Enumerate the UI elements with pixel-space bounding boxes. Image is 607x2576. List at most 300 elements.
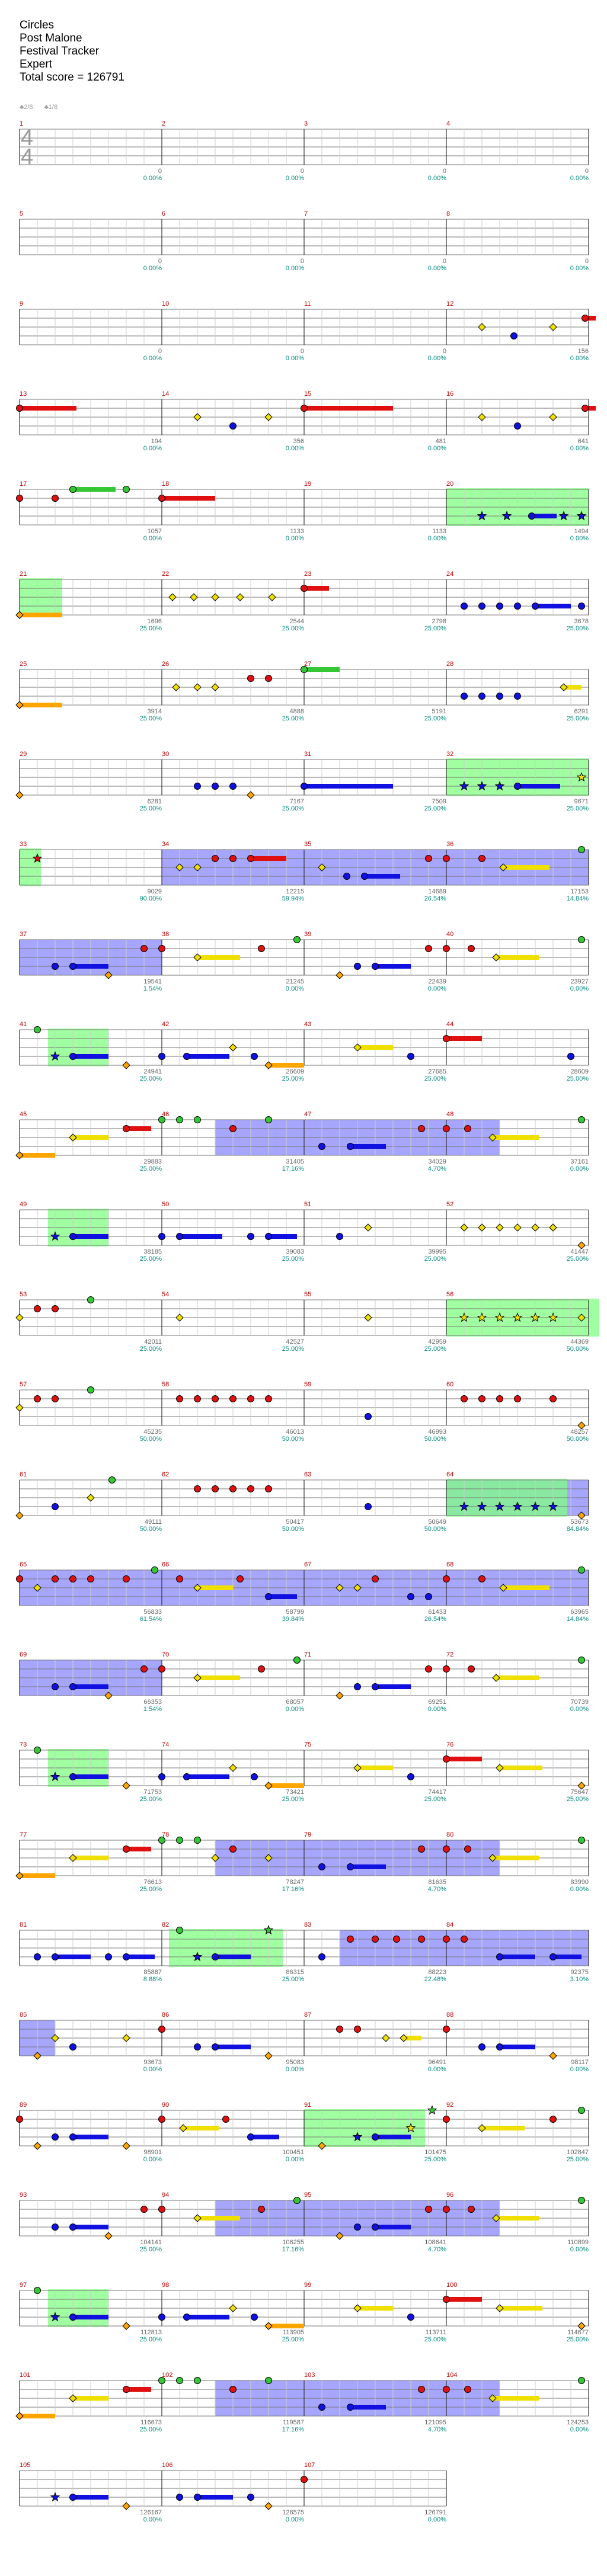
- note-red: [123, 1126, 130, 1132]
- measure-number: 51: [304, 1201, 312, 1208]
- sustain-tail: [503, 865, 550, 870]
- measure-percent: 50.00%: [424, 1436, 446, 1443]
- measure-percent: 0.00%: [427, 355, 446, 362]
- measure-score: 0: [584, 258, 589, 265]
- note-blue: [319, 1954, 325, 1960]
- note-orange: [34, 2142, 41, 2149]
- measure-percent: 25.00%: [566, 1255, 589, 1263]
- measure-percent: 84.84%: [566, 1526, 589, 1533]
- time-signature-top: 4: [21, 126, 34, 150]
- note-green: [579, 937, 585, 943]
- measure-score: 0: [158, 348, 162, 355]
- sustain-tail: [269, 1234, 297, 1239]
- sustain-tail: [197, 955, 240, 960]
- note-yellow: [16, 1314, 23, 1321]
- measure-percent: 25.00%: [282, 2336, 304, 2343]
- sustain-tail: [500, 1955, 535, 1959]
- measure-score: 19541: [143, 978, 162, 985]
- note-yellow: [172, 684, 180, 691]
- measure-number: 18: [162, 480, 170, 488]
- note-red: [515, 1396, 521, 1402]
- measure-number: 60: [446, 1381, 454, 1388]
- note-yellow: [354, 1764, 361, 1771]
- measure-22: [162, 579, 304, 615]
- sustain-tail: [350, 2405, 386, 2410]
- note-yellow: [478, 323, 485, 331]
- measure-63: [304, 1480, 446, 1516]
- note-blue: [52, 1684, 59, 1690]
- measure-score: 126791: [424, 2509, 446, 2516]
- measure-number: 100: [446, 2282, 458, 2289]
- note-red: [497, 1396, 503, 1402]
- measure-score: 0: [300, 258, 304, 265]
- sustain-tail: [304, 784, 393, 789]
- note-yellow: [69, 2395, 76, 2402]
- measure-number: 56: [446, 1291, 454, 1298]
- measure-score: 3678: [574, 618, 589, 625]
- measure-score: 1696: [147, 618, 162, 625]
- note-yellow: [176, 1314, 183, 1321]
- note-red: [443, 1936, 450, 1943]
- measure-number: 7: [304, 210, 308, 217]
- note-blue: [461, 603, 468, 610]
- tracker-name: Festival Tracker: [20, 45, 100, 57]
- note-green: [109, 1477, 116, 1484]
- note-blue: [515, 423, 521, 430]
- note-yellow: [532, 1224, 539, 1231]
- note-red: [426, 856, 432, 862]
- note-blue: [34, 1954, 41, 1960]
- measure-score: 124253: [567, 2419, 589, 2426]
- note-yellow: [16, 1404, 23, 1411]
- measure-score: 113711: [425, 2329, 446, 2336]
- note-blue: [212, 2044, 219, 2050]
- sustain-tail: [20, 406, 76, 411]
- note-blue: [230, 423, 237, 430]
- note-blue: [251, 1053, 258, 1060]
- note-orange: [265, 2503, 272, 2510]
- measure-percent: 25.00%: [424, 1796, 446, 1803]
- measure-percent: 25.00%: [282, 715, 304, 722]
- note-orange: [105, 2232, 112, 2239]
- note-yellow: [496, 1764, 503, 1771]
- measure-number: 65: [20, 1561, 27, 1568]
- note-blue: [497, 603, 503, 610]
- measure-percent: 25.00%: [139, 2336, 162, 2343]
- note-red: [443, 2116, 450, 2123]
- note-blue: [70, 2494, 76, 2501]
- sustain-tail: [126, 1847, 151, 1851]
- measure-number: 83: [304, 1921, 312, 1928]
- note-red: [17, 1576, 23, 1582]
- measure-score: 1133: [432, 528, 446, 535]
- measure-number: 101: [20, 2372, 31, 2379]
- measure-percent: 4.70%: [427, 1886, 446, 1893]
- measure-percent: 0.00%: [285, 2156, 304, 2163]
- note-red: [426, 1666, 432, 1673]
- note-blue: [479, 2044, 485, 2050]
- note-green: [294, 1657, 301, 1664]
- measure-score: 39083: [286, 1248, 304, 1255]
- measure-number: 103: [304, 2372, 315, 2379]
- sustain-tail: [251, 2135, 279, 2139]
- measure-score: 1494: [574, 528, 589, 535]
- note-red: [141, 1666, 148, 1673]
- measure-score: 0: [442, 348, 446, 355]
- sustain-tail: [496, 1675, 539, 1680]
- note-layer: [16, 315, 596, 2510]
- note-blue: [159, 1774, 165, 1780]
- measure-number: 69: [20, 1651, 27, 1658]
- measure-9: [20, 309, 162, 345]
- sustain-tail: [215, 2045, 251, 2049]
- measure-score: 126575: [282, 2509, 304, 2516]
- measure-percent: 25.00%: [566, 625, 589, 632]
- measure-score: 356: [293, 438, 304, 445]
- note-blue: [52, 1954, 59, 1960]
- measure-89: [20, 2110, 162, 2146]
- note-red: [443, 2386, 450, 2393]
- note-red: [123, 1846, 130, 1853]
- note-green: [88, 1387, 94, 1393]
- note-yellow: [180, 2125, 187, 2132]
- measure-score: 2798: [432, 618, 446, 625]
- sustain-tail: [187, 1774, 229, 1779]
- sustain-tail: [446, 2297, 482, 2302]
- sustain-tail: [187, 1054, 229, 1059]
- measure-score: 31405: [286, 1158, 304, 1165]
- note-green: [579, 1567, 585, 1574]
- note-red: [550, 2116, 557, 2123]
- note-yellow: [478, 1224, 485, 1231]
- measure-number: 78: [162, 1831, 170, 1838]
- note-yellow: [212, 684, 219, 691]
- note-orange: [265, 1782, 272, 1789]
- measure-score: 5191: [432, 708, 446, 715]
- note-orange: [16, 1872, 23, 1879]
- measure-score: 74417: [428, 1789, 446, 1796]
- measure-number: 3: [304, 120, 308, 127]
- note-blue: [354, 1684, 361, 1690]
- note-blue: [212, 783, 219, 790]
- measure-number: 82: [162, 1921, 170, 1928]
- measure-score: 38185: [143, 1248, 162, 1255]
- measure-percent: 26.54%: [424, 1616, 446, 1623]
- measure-59: [304, 1390, 446, 1425]
- measure-number: 2: [162, 120, 166, 127]
- note-red: [372, 1576, 379, 1582]
- note-green: [579, 2107, 585, 2114]
- measure-number: 13: [20, 390, 27, 398]
- note-red: [230, 856, 237, 862]
- measure-percent: 0.00%: [285, 265, 304, 272]
- measure-number: 4: [446, 120, 451, 127]
- measure-percent: 0.00%: [285, 535, 304, 542]
- measure-number: 75: [304, 1741, 312, 1748]
- sustain-tail: [180, 1234, 222, 1239]
- measure-score: 106255: [282, 2239, 304, 2246]
- measure-score: 83990: [570, 1879, 589, 1886]
- note-blue: [70, 963, 76, 970]
- measure-percent: 0.00%: [143, 2066, 162, 2073]
- measure-27: [304, 669, 446, 705]
- measure-53: [20, 1300, 162, 1335]
- measure-score: 6281: [147, 798, 162, 805]
- measure-number: 64: [446, 1471, 454, 1478]
- measure-percent: 4.70%: [427, 1165, 446, 1172]
- measure-number: 93: [20, 2191, 27, 2199]
- measure-41: [20, 1030, 162, 1065]
- measure-number: 32: [446, 751, 454, 758]
- measure-number: 6: [162, 210, 166, 217]
- note-blue: [337, 1233, 343, 1240]
- note-yellow: [194, 414, 201, 421]
- note-green: [294, 2197, 301, 2204]
- note-red: [468, 946, 475, 952]
- note-blue: [230, 783, 237, 790]
- measure-percent: 0.00%: [570, 355, 589, 362]
- measure-score: 641: [577, 438, 589, 445]
- measure-percent: 25.00%: [566, 715, 589, 722]
- note-red: [159, 2206, 165, 2213]
- note-green: [266, 2378, 272, 2384]
- note-red: [258, 2206, 265, 2213]
- measure-percent: 4.70%: [427, 2246, 446, 2253]
- sustain-tail: [73, 2135, 108, 2139]
- note-yellow: [194, 2215, 201, 2222]
- measure-percent: 0.00%: [143, 265, 162, 272]
- note-red: [418, 2386, 425, 2393]
- measure-number: 74: [162, 1741, 170, 1748]
- note-orange: [16, 1512, 23, 1519]
- measure-score: 81635: [428, 1879, 446, 1886]
- legend-item-2-8: ♣2/8: [20, 104, 33, 111]
- note-green: [152, 1567, 158, 1574]
- measure-percent: 0.00%: [570, 1706, 589, 1713]
- note-orange: [16, 1152, 23, 1159]
- measure-score: 56833: [143, 1609, 162, 1616]
- note-blue: [70, 1774, 76, 1780]
- note-red: [461, 1936, 468, 1943]
- measure-number: 19: [304, 480, 312, 488]
- measure-percent: 0.00%: [143, 175, 162, 182]
- measure-number: 15: [304, 390, 312, 398]
- note-blue: [372, 2134, 379, 2141]
- measure-number: 68: [446, 1561, 454, 1568]
- measure-percent: 0.00%: [570, 2426, 589, 2433]
- sustain-tail: [183, 2126, 219, 2130]
- note-blue: [70, 2314, 76, 2321]
- measure-number: 62: [162, 1471, 170, 1478]
- measure-number: 43: [304, 1021, 312, 1028]
- note-red: [258, 1666, 265, 1673]
- measure-score: 49111: [145, 1518, 162, 1526]
- note-blue: [52, 963, 59, 970]
- sustain-tail: [375, 1684, 411, 1689]
- sustain-tail: [197, 1585, 233, 1590]
- measure-percent: 14.84%: [566, 895, 589, 902]
- measure-number: 23: [304, 571, 312, 578]
- note-green: [177, 1117, 183, 1123]
- note-blue: [251, 1774, 258, 1780]
- measure-percent: 25.00%: [139, 1796, 162, 1803]
- note-orange: [336, 1692, 343, 1699]
- note-orange: [247, 792, 254, 799]
- note-blue: [70, 1053, 76, 1060]
- measure-number: 57: [20, 1381, 27, 1388]
- measure-number: 102: [162, 2372, 173, 2379]
- note-yellow: [496, 1224, 503, 1231]
- measure-score: 2544: [289, 618, 304, 625]
- note-blue: [266, 1594, 272, 1600]
- sustain-tail: [350, 1864, 386, 1869]
- note-green: [194, 2378, 201, 2384]
- sustain-tail: [446, 1036, 482, 1041]
- sustain-tail: [493, 2396, 539, 2401]
- note-yellow: [194, 1674, 201, 1681]
- sustain-tail: [73, 1054, 108, 1059]
- sustain-tail: [197, 2216, 240, 2221]
- measure-percent: 0.00%: [143, 2516, 162, 2523]
- note-red: [248, 856, 254, 862]
- note-red: [347, 1936, 354, 1943]
- measure-26: [162, 669, 304, 705]
- sustain-tail: [187, 2315, 229, 2319]
- measure-percent: 0.00%: [570, 2246, 589, 2253]
- measure-score: 29883: [143, 1158, 162, 1165]
- measure-percent: 25.00%: [139, 1165, 162, 1172]
- measure-percent: 25.00%: [139, 2246, 162, 2253]
- note-red: [443, 1756, 450, 1763]
- note-blue: [319, 2404, 325, 2411]
- note-red: [418, 1126, 425, 1132]
- measure-percent: 25.00%: [282, 1345, 304, 1353]
- measure-number: 87: [304, 2011, 312, 2018]
- sustain-tail: [197, 2495, 233, 2500]
- note-blue: [194, 783, 201, 790]
- note-red: [426, 946, 432, 952]
- measure-score: 9029: [147, 888, 162, 895]
- measure-percent: 0.00%: [427, 265, 446, 272]
- note-blue: [159, 2314, 165, 2321]
- note-blue: [372, 2224, 379, 2231]
- measure-number: 17: [20, 480, 27, 488]
- measure-score: 93673: [143, 2059, 162, 2066]
- note-red: [34, 1306, 41, 1312]
- note-red: [177, 1396, 183, 1402]
- note-blue: [515, 783, 521, 790]
- measure-score: 3914: [147, 708, 162, 715]
- note-green: [579, 1117, 585, 1123]
- note-yellow: [514, 1224, 521, 1231]
- sustain-tail: [375, 964, 411, 969]
- measure-25: [20, 669, 162, 705]
- note-orange: [336, 972, 343, 979]
- measure-percent: 25.00%: [282, 1796, 304, 1803]
- note-blue: [479, 603, 485, 610]
- measure-6: [162, 219, 304, 255]
- sustain-tail: [126, 2387, 151, 2392]
- note-blue: [106, 1954, 112, 1960]
- measure-percent: 59.94%: [282, 895, 304, 902]
- measure-15: [304, 399, 446, 435]
- note-red: [52, 495, 59, 502]
- measure-number: 53: [20, 1291, 27, 1298]
- measure-number: 12: [446, 300, 454, 307]
- sustain-tail: [482, 2126, 525, 2130]
- sustain-tail: [500, 2045, 535, 2049]
- measure-score: 0: [158, 168, 162, 175]
- note-red: [443, 1666, 450, 1673]
- measure-score: 69251: [428, 1699, 446, 1706]
- measure-number: 81: [20, 1921, 27, 1928]
- measure-11: [304, 309, 446, 345]
- measure-number: 38: [162, 931, 170, 938]
- measure-score: 7509: [432, 798, 446, 805]
- note-blue: [365, 1504, 372, 1510]
- sustain-tail: [269, 2324, 304, 2328]
- measure-percent: 50.00%: [139, 1436, 162, 1443]
- measure-49: [20, 1210, 162, 1245]
- measure-score: 113905: [283, 2329, 304, 2336]
- measure-percent: 0.00%: [570, 445, 589, 452]
- measure-number: 54: [162, 1291, 170, 1298]
- note-red: [212, 1396, 219, 1402]
- note-blue: [177, 2494, 183, 2501]
- note-blue: [365, 1414, 372, 1420]
- measure-percent: 50.00%: [566, 1436, 589, 1443]
- measure-percent: 22.48%: [424, 1976, 446, 1983]
- note-red: [337, 2026, 343, 2033]
- measure-score: 110899: [567, 2239, 589, 2246]
- note-red: [443, 2026, 450, 2033]
- measure-percent: 50.00%: [282, 1526, 304, 1533]
- note-blue: [532, 603, 539, 610]
- measure-percent: 8.88%: [143, 1976, 162, 1983]
- note-yellow: [461, 1224, 468, 1231]
- note-red: [266, 1486, 272, 1492]
- measure-number: 98: [162, 2282, 170, 2289]
- measure-score: 48257: [570, 1428, 589, 1436]
- sustain-tail: [20, 2414, 55, 2418]
- sustain-tail: [517, 784, 560, 789]
- sustain-tail: [215, 1955, 251, 1959]
- note-red: [230, 1486, 237, 1492]
- sustain-tail: [357, 2306, 393, 2311]
- note-blue: [70, 2224, 76, 2231]
- note-yellow: [169, 594, 176, 601]
- measure-number: 5: [20, 210, 24, 217]
- note-blue: [408, 2314, 414, 2321]
- measure-percent: 17.16%: [282, 1886, 304, 1893]
- measure-percent: 0.00%: [427, 985, 446, 992]
- measure-106: [162, 2471, 304, 2506]
- measure-number: 45: [20, 1111, 27, 1118]
- measure-score: 104141: [140, 2239, 162, 2246]
- note-red: [479, 856, 485, 862]
- measure-number: 97: [20, 2282, 27, 2289]
- note-yellow: [212, 594, 219, 601]
- sustain-tail: [500, 2306, 542, 2311]
- measure-score: 108641: [424, 2239, 446, 2246]
- note-blue: [511, 333, 517, 339]
- measure-number: 70: [162, 1651, 170, 1658]
- sustain-tail: [73, 487, 116, 492]
- note-yellow: [265, 414, 272, 421]
- note-yellow: [194, 954, 201, 961]
- note-blue: [408, 1053, 414, 1060]
- measure-73: [20, 1750, 162, 1786]
